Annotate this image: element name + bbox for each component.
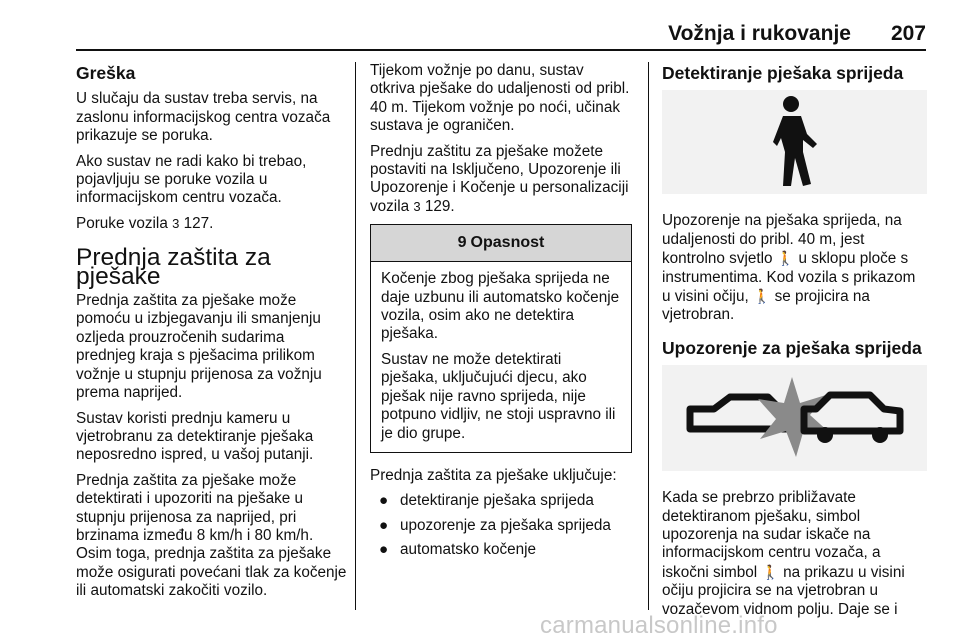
section-heading-pedestrian-detection: Detektiranje pješaka sprijeda (662, 63, 904, 83)
page-reference: 127. (183, 214, 214, 232)
bullet-icon: ● (379, 516, 389, 534)
chapter-title: Vožnja i rukovanje (668, 22, 851, 45)
paragraph: Sustav koristi prednju kameru u vjetrobranu za detektiranje pješaka neposredno ispred, u vašoj putanji. (76, 409, 314, 464)
page-reference-icon: 3 (413, 198, 421, 214)
header-rule (76, 49, 926, 51)
section-heading-pedestrian-warning: Upozorenje za pješaka sprijeda (662, 337, 922, 358)
column-divider (648, 62, 649, 610)
feature-list (370, 492, 632, 559)
page-reference-icon: 3 (172, 215, 180, 231)
paragraph: Poruke vozila 3 127. (76, 214, 214, 232)
danger-title: Opasnost (470, 234, 545, 252)
page-header (76, 22, 926, 50)
pedestrian-indicator-icon: 🚶 (776, 250, 795, 267)
paragraph: U slučaju da sustav treba servis, na zaslonu informacijskog centra vozača prikazuje se poruka. (76, 90, 331, 145)
page-reference: 129. (424, 197, 455, 215)
list-item: ● automatsko kočenje (379, 541, 537, 559)
danger-box (370, 224, 632, 453)
section-heading-fault: Greška (76, 63, 136, 83)
paragraph: Kočenje zbog pješaka sprijeda ne daje uzbunu ili automatsko kočenje vozila, osim ako ne detektira pješaka. (381, 270, 620, 343)
column-3 (662, 62, 927, 626)
list-item: ● detektiranje pješaka sprijeda (379, 492, 594, 510)
list-intro: Prednja zaštita za pješake uključuje: (370, 466, 617, 484)
page-number: 207 (890, 22, 926, 45)
section-title: Prednja zaštita za pješake (76, 244, 271, 290)
pedestrian-indicator-icon: 🚶 (761, 563, 779, 580)
pedestrian-figure (662, 90, 927, 194)
pedestrian-icon (765, 94, 825, 190)
bullet-icon: ● (379, 541, 389, 559)
column-2 (370, 62, 632, 566)
paragraph: Ako sustav ne radi kako bi trebao, pojavljuju se poruke vozila u informacijskom centru vozača. (76, 152, 307, 207)
column-1 (76, 62, 348, 608)
paragraph: Prednja zaštita za pješake može pomoću u izbjegavanju ili smanjenju ozljeda prouzročenih sudarima prednjeg kraja s pješacima prilikom vožnje u stupnju prijenosa za vožnju prema naprijed. (76, 292, 322, 402)
danger-box-header (371, 225, 631, 262)
paragraph: Sustav ne može detektirati pješaka, uključujući djecu, ako pješak nije ravno sprijeda, nije potpuno vidljiv, ne stoji uspravno ili je dio grupe. (381, 350, 616, 442)
warning-triangle-icon: 9 (457, 234, 467, 252)
column-divider (355, 62, 356, 610)
pedestrian-indicator-icon: 🚶 (752, 288, 771, 305)
paragraph: Upozorenje na pješaka sprijeda, na udaljenosti do pribl. 40 m, jest kontrolno svjetlo 🚶 u sklopu ploče s instrumentima. Kod vozila s prikazom u visini očiju, 🚶 se projicira na vjetrobran. (662, 212, 916, 324)
paragraph: Tijekom vožnje po danu, sustav otkriva pješake do udaljenosti od pribl. 40 m. Tijekom vožnje po noći, učinak sustava je ograničen. (370, 62, 630, 135)
collision-warning-figure (662, 365, 927, 471)
paragraph: Prednju zaštitu za pješake možete postaviti na Isključeno, Upozorenje ili Upozorenje i Kočenje u personalizaciji vozila 3 129. (370, 142, 629, 215)
collision-warning-icon (680, 373, 910, 463)
paragraph: Kada se prebrzo približavate detektiranom pješaku, simbol upozorenja na sudar iskače na informacijskom centru vozača, a iskočni simbol 🚶 na prikazu u visini očiju projicira se na vjetrobran u vozačevom vidnom polju. Daje se i (662, 489, 905, 618)
watermark: carmanualsonline.info (540, 612, 778, 639)
bullet-icon: ● (379, 492, 389, 510)
paragraph: Prednja zaštita za pješake može detektirati i upozoriti na pješake u stupnju prijenosa za naprijed, pri brzinama između 8 km/h i 80 km/h. Osim toga, prednja zaštita za pješake može osigurati povećani tlak za kočenje ili automatski zakočiti vozilo. (76, 471, 347, 600)
danger-box-body (371, 262, 631, 452)
list-item: ● upozorenje za pješaka sprijeda (379, 516, 611, 534)
